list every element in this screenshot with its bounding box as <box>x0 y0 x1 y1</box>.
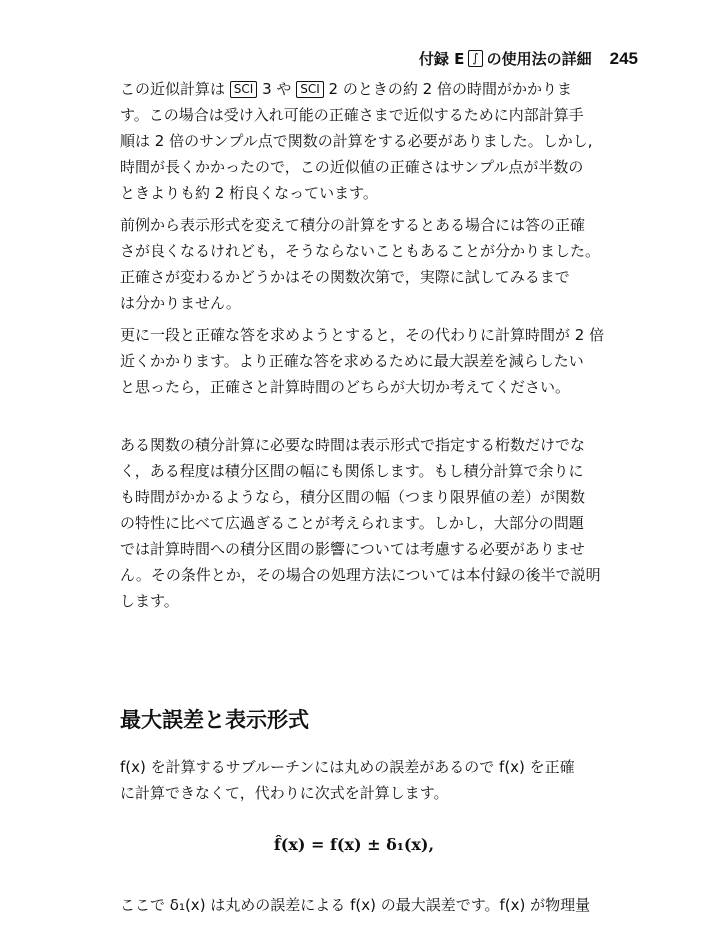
text-run: 2 のときの約 2 倍の時間がかかりま <box>328 80 572 98</box>
paragraph-line: 順は 2 倍のサンプル点で関数の計算をする必要がありました。しかし, <box>120 132 593 150</box>
paragraph-line <box>120 76 640 102</box>
section-heading: 最大誤差と表示形式 <box>120 708 309 732</box>
paragraph-line: に計算できなくて，代わりに次式を計算します。 <box>120 784 449 802</box>
page-number: 245 <box>609 48 638 68</box>
display-formula: f̂(x) = f(x) ± δ₁(x), <box>273 835 435 854</box>
paragraph-line: f(x) を計算するサブルーチンには丸めの誤差があるので f(x) を正確 <box>120 758 575 776</box>
paragraph-line: します。 <box>120 592 179 610</box>
paragraph-3 <box>120 322 640 400</box>
paragraph-line: と思ったら，正確さと計算時間のどちらが大切か考えてください。 <box>120 378 571 396</box>
text-run: 3 や <box>262 80 292 98</box>
paragraph-line: 更に一段と正確な答を求めようとすると，その代わりに計算時間が 2 倍 <box>120 326 605 344</box>
paragraph-line: も時間がかかるようなら，積分区間の幅（つまり限界値の差）が関数 <box>120 488 586 506</box>
paragraph-line: 時間が長くかかったので，この近似値の正確さはサンプル点が半数の <box>120 158 584 176</box>
text-run: この近似計算は <box>120 80 226 98</box>
paragraph-line: ん。その条件とか，その場合の処理方法については本付録の後半で説明 <box>120 566 601 584</box>
paragraph-line: は分かりません。 <box>120 294 241 312</box>
paragraph-5 <box>120 754 640 806</box>
running-header <box>419 48 638 69</box>
paragraph-line: さが良くなるけれども，そうならないこともあることが分かりました。 <box>120 242 601 260</box>
paragraph-line: の特性に比べて広過ぎることが考えられます。しかし，大部分の問題 <box>120 514 584 532</box>
paragraph-line: 近くかかります。より正確な答を求めるために最大誤差を減らしたい <box>120 352 584 370</box>
paragraph-4 <box>120 432 640 614</box>
paragraph-1 <box>120 76 640 206</box>
paragraph-line: く，ある程度は積分区間の幅にも関係します。もし積分計算で余りに <box>120 462 584 480</box>
paragraph-line: 正確さが変わるかどうかはその関数次第で，実際に試してみるまで <box>120 268 570 286</box>
paragraph-line: 前例から表示形式を変えて積分の計算をするとある場合には答の正確 <box>120 216 586 234</box>
paragraph-line: ある関数の積分計算に必要な時間は表示形式で指定する桁数だけでな <box>120 436 586 454</box>
paragraph-6 <box>120 892 640 918</box>
paragraph-line: ときよりも約 2 桁良くなっています。 <box>120 184 378 202</box>
paragraph-line: では計算時間への積分区間の影響については考慮する必要がありませ <box>120 540 585 558</box>
paragraph-line: す。この場合は受け入れ可能の正確さまで近似するために内部計算手 <box>120 106 584 124</box>
sci-key-icon: SCI <box>230 81 258 98</box>
paragraph-2 <box>120 212 640 316</box>
appendix-label: 付録 E <box>418 50 465 68</box>
sci-key-icon: SCI <box>296 81 324 98</box>
paragraph-line: ここで δ₁(x) は丸めの誤差による f(x) の最大誤差です。f(x) が物理量 <box>120 896 591 914</box>
integral-key-icon: ∫ <box>468 50 482 67</box>
header-title: の使用法の詳細 <box>486 50 592 68</box>
